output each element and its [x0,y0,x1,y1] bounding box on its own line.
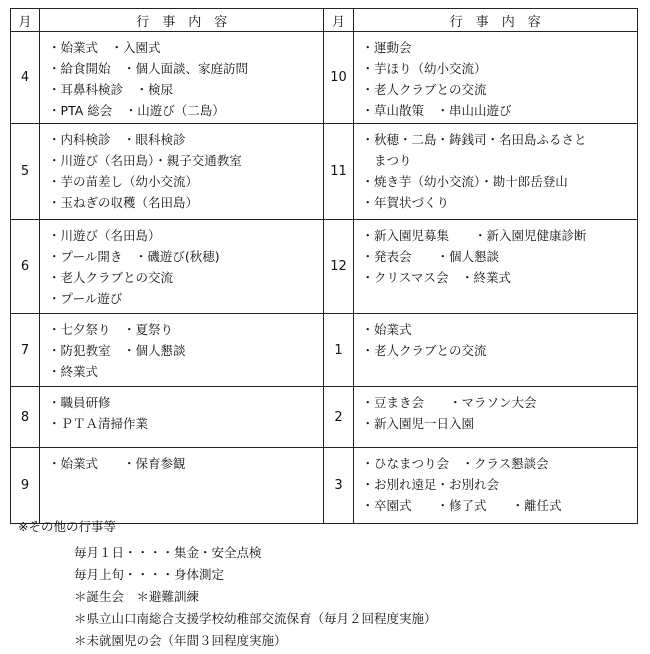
month-cell: 3 [324,448,353,524]
schedule-row [11,387,638,448]
event-item: ・川遊び（名田島）・親子交通教室 [48,153,242,168]
event-item: ・年賀状づくり [361,195,450,210]
events-cell [353,220,637,314]
event-item: ・プール遊び [48,291,123,306]
event-item: ・川遊び（名田島） [48,228,161,243]
event-item: ・職員研修 [48,395,111,410]
event-item: ・プール開き ・磯遊び(秋穂) [48,249,220,264]
month-cell: 8 [11,387,40,448]
header-row [11,9,638,32]
annual-events-table [10,8,638,524]
schedule-row [11,32,638,124]
events-cell [40,124,324,220]
event-item: ・豆まき会 ・マラソン大会 [361,395,537,410]
events-cell [353,387,637,448]
schedule-row [11,220,638,314]
event-item: ・老人クラブとの交流 [361,82,487,97]
events-cell [40,448,324,524]
content-header: 行 事 内 容 [353,9,637,32]
month-cell: 4 [11,32,40,124]
events-cell [40,32,324,124]
event-item: ・老人クラブとの交流 [361,343,487,358]
month-cell: 5 [11,124,40,220]
event-item: ・始業式 ・保育参観 [48,456,186,471]
event-item: ・芋ほり（幼小交流） [361,61,487,76]
event-item: ・給食開始 ・個人面談、家庭訪問 [48,61,249,76]
event-item: ・PTA 総会 ・山遊び（二島） [48,103,225,118]
month-cell: 7 [11,314,40,387]
event-item: ・運動会 [361,40,412,55]
event-item: ・玉ねぎの収穫（名田島） [48,195,199,210]
event-item: ・耳鼻科検診 ・検尿 [48,82,174,97]
event-item: ・ひなまつり会 ・クラス懇談会 [361,456,549,471]
event-item: ・芋の苗差し（幼小交流） [48,174,199,189]
notes-line: 毎月上旬・・・・身体測定 [74,567,225,582]
event-item: ・お別れ遠足・お別れ会 [361,477,500,492]
event-item: ・終業式 [48,364,99,379]
event-item: まつり [361,153,412,168]
event-item: ・始業式 [361,322,412,337]
other-events-notes [18,516,437,652]
events-cell [353,314,637,387]
events-cell [40,387,324,448]
event-item: ・発表会 ・個人懇談 [361,249,500,264]
schedule-row [11,448,638,524]
event-item: ・秋穂・二島・鋳銭司・名田島ふるさと [361,132,587,147]
month-cell: 12 [324,220,353,314]
notes-line: ＊未就園児の会（年間３回程度実施） [74,633,287,648]
events-cell [40,220,324,314]
event-item: ・ＰＴＡ清掃作業 [48,416,149,431]
event-item: ・草山散策 ・串山山遊び [361,103,512,118]
month-cell: 1 [324,314,353,387]
schedule-row [11,314,638,387]
month-cell: 6 [11,220,40,314]
event-item: ・七夕祭り ・夏祭り [48,322,174,337]
schedule-row [11,124,638,220]
month-cell: 9 [11,448,40,524]
month-cell: 11 [324,124,353,220]
events-cell [353,32,637,124]
month-header: 月 [324,9,353,32]
event-item: ・老人クラブとの交流 [48,270,174,285]
notes-line: 毎月１日・・・・集金・安全点検 [74,545,262,560]
notes-line: ＊県立山口南総合支援学校幼稚部交流保育（毎月２回程度実施） [74,611,437,626]
event-item: ・新入園児募集 ・新入園児健康診断 [361,228,587,243]
event-item: ・内科検診 ・眼科検診 [48,132,186,147]
event-item: ・焼き芋（幼小交流）・勘十郎岳登山 [361,174,568,189]
events-cell [353,124,637,220]
content-header: 行 事 内 容 [40,9,324,32]
events-cell [40,314,324,387]
notes-line: ＊誕生会 ＊避難訓練 [74,589,200,604]
notes-title: ※その他の行事等 [18,519,116,534]
month-header: 月 [11,9,40,32]
event-item: ・始業式 ・入園式 [48,40,161,55]
month-cell: 2 [324,387,353,448]
event-item: ・クリスマス会 ・終業式 [361,270,512,285]
month-cell: 10 [324,32,353,124]
event-item: ・卒園式 ・修了式 ・離任式 [361,498,562,513]
event-item: ・防犯教室 ・個人懇談 [48,343,186,358]
events-cell [353,448,637,524]
event-item: ・新入園児一日入園 [361,416,475,431]
